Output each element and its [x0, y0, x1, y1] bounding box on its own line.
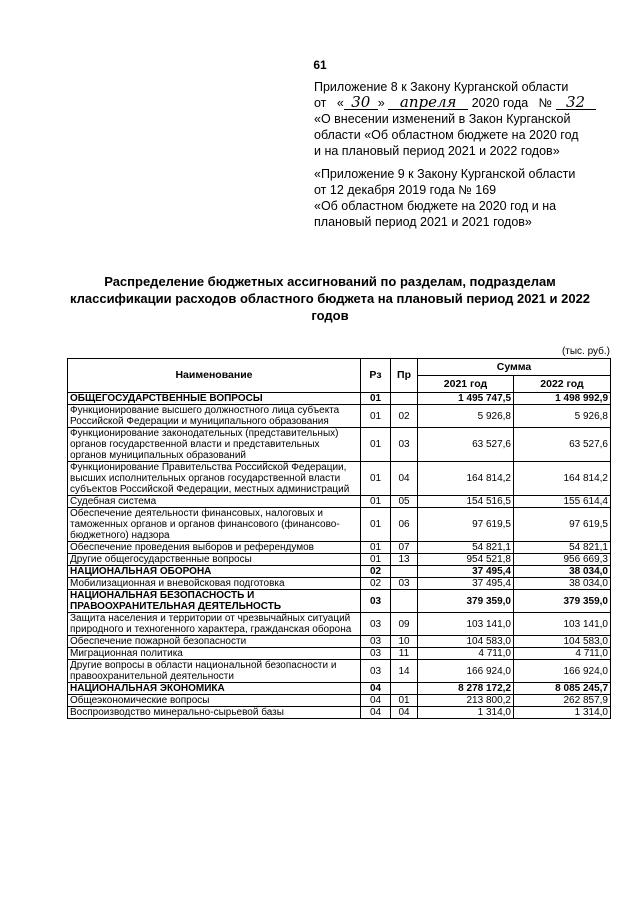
row-name-cell: Воспроизводство минерально-сырьевой базы: [68, 707, 361, 719]
table-row: [68, 405, 611, 428]
row-2022-cell: 54 821,1: [514, 542, 611, 554]
annex-year-text: 2020 года: [471, 96, 529, 110]
table-row: [68, 508, 611, 542]
row-2022-cell: 164 814,2: [514, 462, 611, 496]
table-row: [68, 542, 611, 554]
annex-original-line2: от 12 декабря 2019 года № 169: [314, 183, 497, 197]
annex-current-date-line: [314, 95, 596, 111]
row-name-cell: Обеспечение пожарной безопасности: [68, 636, 361, 648]
row-rz-cell: 01: [361, 393, 391, 405]
row-2022-cell: 103 141,0: [514, 613, 611, 636]
header-pr: Пр: [391, 359, 418, 393]
row-name-cell: Другие общегосударственные вопросы: [68, 554, 361, 566]
row-2021-cell: 166 924,0: [418, 660, 514, 683]
row-pr-cell: 02: [391, 405, 418, 428]
table-row: [68, 566, 611, 578]
title-line1: Распределение бюджетных ассигнований по разделам, подразделам: [104, 274, 556, 289]
table-row: [68, 707, 611, 719]
row-2021-cell: 154 516,5: [418, 496, 514, 508]
row-pr-cell: 04: [391, 707, 418, 719]
row-2021-cell: 54 821,1: [418, 542, 514, 554]
row-rz-cell: 02: [361, 566, 391, 578]
row-pr-cell: [391, 566, 418, 578]
row-rz-cell: 04: [361, 707, 391, 719]
row-pr-cell: [391, 590, 418, 613]
row-pr-cell: 14: [391, 660, 418, 683]
row-rz-cell: 01: [361, 554, 391, 566]
annex-current-line3: «О внесении изменений в Закон Курганской: [314, 112, 571, 126]
row-name-cell: ОБЩЕГОСУДАРСТВЕННЫЕ ВОПРОСЫ: [68, 393, 361, 405]
row-rz-cell: 03: [361, 660, 391, 683]
table-row: [68, 648, 611, 660]
row-pr-cell: 06: [391, 508, 418, 542]
table-row: [68, 578, 611, 590]
row-pr-cell: 13: [391, 554, 418, 566]
row-2021-cell: 1 495 747,5: [418, 393, 514, 405]
row-pr-cell: 05: [391, 496, 418, 508]
row-rz-cell: 01: [361, 542, 391, 554]
row-2022-cell: 38 034,0: [514, 566, 611, 578]
row-name-cell: Миграционная политика: [68, 648, 361, 660]
table-row: [68, 613, 611, 636]
table-row: [68, 496, 611, 508]
row-2022-cell: 166 924,0: [514, 660, 611, 683]
row-rz-cell: 04: [361, 683, 391, 695]
row-pr-cell: [391, 683, 418, 695]
row-pr-cell: 09: [391, 613, 418, 636]
annex-current-line1: Приложение 8 к Закону Курганской области: [314, 80, 569, 94]
quote-close: »: [377, 96, 385, 110]
table-row: [68, 428, 611, 462]
row-2022-cell: 379 359,0: [514, 590, 611, 613]
row-rz-cell: 01: [361, 405, 391, 428]
row-pr-cell: 04: [391, 462, 418, 496]
handwritten-month: апреля: [388, 95, 468, 110]
row-name-cell: Другие вопросы в области национальной безопасности и правоохранительной деятельности: [68, 660, 361, 683]
row-2021-cell: 103 141,0: [418, 613, 514, 636]
row-name-cell: НАЦИОНАЛЬНАЯ ОБОРОНА: [68, 566, 361, 578]
annex-original-line3: «Об областном бюджете на 2020 год и на: [314, 199, 557, 213]
header-2021: 2021 год: [418, 376, 514, 393]
row-2021-cell: 954 521,8: [418, 554, 514, 566]
row-name-cell: Общеэкономические вопросы: [68, 695, 361, 707]
row-2022-cell: 5 926,8: [514, 405, 611, 428]
title-line3: годов: [311, 308, 349, 323]
row-pr-cell: 01: [391, 695, 418, 707]
row-2022-cell: 97 619,5: [514, 508, 611, 542]
row-name-cell: Судебная система: [68, 496, 361, 508]
budget-table: [67, 358, 611, 719]
annex-number-label: №: [538, 96, 553, 110]
row-2021-cell: 4 711,0: [418, 648, 514, 660]
row-2021-cell: 37 495,4: [418, 566, 514, 578]
header-name: Наименование: [68, 359, 361, 393]
handwritten-day: 30: [344, 95, 378, 110]
table-body: [68, 393, 611, 719]
row-name-cell: НАЦИОНАЛЬНАЯ ЭКОНОМИКА: [68, 683, 361, 695]
annex-original-block: [314, 166, 575, 230]
row-2021-cell: 37 495,4: [418, 578, 514, 590]
row-rz-cell: 01: [361, 462, 391, 496]
row-name-cell: Функционирование Правительства Российской Федерации, высших исполнительных органов государственной власти субъектов Российской Федерации, местных администраций: [68, 462, 361, 496]
table-row: [68, 590, 611, 613]
header-2022: 2022 год: [514, 376, 611, 393]
table-row: [68, 695, 611, 707]
table-row: [68, 462, 611, 496]
row-2022-cell: 956 669,3: [514, 554, 611, 566]
row-2022-cell: 63 527,6: [514, 428, 611, 462]
row-rz-cell: 04: [361, 695, 391, 707]
row-rz-cell: 01: [361, 428, 391, 462]
row-rz-cell: 03: [361, 648, 391, 660]
table-row: [68, 393, 611, 405]
row-pr-cell: [391, 393, 418, 405]
row-rz-cell: 03: [361, 613, 391, 636]
row-2022-cell: 8 085 245,7: [514, 683, 611, 695]
row-2022-cell: 4 711,0: [514, 648, 611, 660]
table-row: [68, 636, 611, 648]
table-row: [68, 554, 611, 566]
row-2021-cell: 1 314,0: [418, 707, 514, 719]
table-row: [68, 683, 611, 695]
row-2022-cell: 262 857,9: [514, 695, 611, 707]
row-2022-cell: 155 614,4: [514, 496, 611, 508]
annex-current-line5: и на плановый период 2021 и 2022 годов»: [314, 144, 560, 158]
row-rz-cell: 01: [361, 496, 391, 508]
row-2021-cell: 104 583,0: [418, 636, 514, 648]
row-name-cell: Функционирование высшего должностного лица субъекта Российской Федерации и муниципального образования: [68, 405, 361, 428]
row-name-cell: Обеспечение деятельности финансовых, налоговых и таможенных органов и органов финансового (финансово-бюджетного) надзора: [68, 508, 361, 542]
row-name-cell: НАЦИОНАЛЬНАЯ БЕЗОПАСНОСТЬ И ПРАВООХРАНИТЕЛЬНАЯ ДЕЯТЕЛЬНОСТЬ: [68, 590, 361, 613]
row-2021-cell: 213 800,2: [418, 695, 514, 707]
handwritten-number: 32: [556, 95, 596, 110]
row-2022-cell: 38 034,0: [514, 578, 611, 590]
annex-current-block: [314, 79, 596, 159]
row-pr-cell: 10: [391, 636, 418, 648]
row-2022-cell: 104 583,0: [514, 636, 611, 648]
annex-current-line4: области «Об областном бюджете на 2020 год: [314, 128, 579, 142]
annex-original-line1: «Приложение 9 к Закону Курганской области: [314, 167, 576, 181]
row-name-cell: Обеспечение проведения выборов и референдумов: [68, 542, 361, 554]
row-rz-cell: 03: [361, 636, 391, 648]
row-2022-cell: 1 498 992,9: [514, 393, 611, 405]
table-row: [68, 660, 611, 683]
annex-from-prefix: от: [314, 96, 327, 110]
row-pr-cell: 03: [391, 578, 418, 590]
row-2021-cell: 8 278 172,2: [418, 683, 514, 695]
row-rz-cell: 03: [361, 590, 391, 613]
row-2022-cell: 1 314,0: [514, 707, 611, 719]
annex-original-line4: плановый период 2021 и 2021 годов»: [314, 215, 532, 229]
row-2021-cell: 5 926,8: [418, 405, 514, 428]
row-rz-cell: 01: [361, 508, 391, 542]
header-rz: Рз: [361, 359, 391, 393]
row-pr-cell: 11: [391, 648, 418, 660]
row-name-cell: Защита населения и территории от чрезвычайных ситуаций природного и техногенного характера, гражданская оборона: [68, 613, 361, 636]
row-pr-cell: 03: [391, 428, 418, 462]
row-rz-cell: 02: [361, 578, 391, 590]
title-line2: классификации расходов областного бюджета на плановый период 2021 и 2022: [69, 291, 591, 306]
row-name-cell: Мобилизационная и вневойсковая подготовка: [68, 578, 361, 590]
quote-open: «: [336, 96, 344, 110]
document-title: [60, 273, 600, 324]
row-2021-cell: 97 619,5: [418, 508, 514, 542]
row-2021-cell: 164 814,2: [418, 462, 514, 496]
row-name-cell: Функционирование законодательных (представительных) органов государственной власти и представительных органов муниципальных образований: [68, 428, 361, 462]
row-pr-cell: 07: [391, 542, 418, 554]
unit-label: (тыс. руб.): [561, 346, 610, 357]
page-number: 61: [313, 58, 327, 72]
row-2021-cell: 379 359,0: [418, 590, 514, 613]
row-2021-cell: 63 527,6: [418, 428, 514, 462]
header-sum: Сумма: [418, 359, 611, 376]
